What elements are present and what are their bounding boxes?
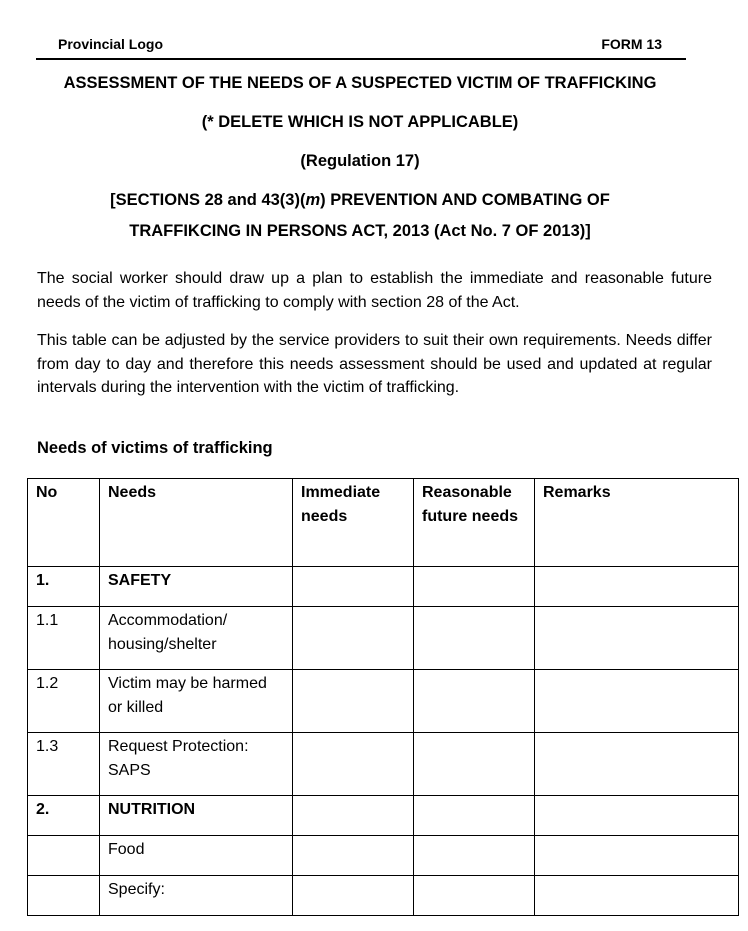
table-row — [28, 733, 739, 796]
header-immediate-needs: Immediate needs — [293, 479, 414, 567]
remarks-cell[interactable] — [535, 836, 739, 876]
immediate-needs-cell[interactable] — [293, 796, 414, 836]
sections-ref-line1 — [0, 191, 720, 210]
table-title: Needs of victims of trafficking — [37, 439, 273, 457]
table-row — [28, 836, 739, 876]
immediate-needs-cell[interactable] — [293, 836, 414, 876]
immediate-needs-cell[interactable] — [293, 876, 414, 916]
table-header-row — [28, 479, 739, 567]
page-header — [36, 36, 686, 60]
row-need: NUTRITION — [100, 796, 293, 836]
immediate-needs-cell[interactable] — [293, 607, 414, 670]
remarks-cell[interactable] — [535, 607, 739, 670]
row-number — [28, 876, 100, 916]
table-row — [28, 567, 739, 607]
reasonable-needs-cell[interactable] — [414, 567, 535, 607]
remarks-cell[interactable] — [535, 876, 739, 916]
remarks-cell[interactable] — [535, 567, 739, 607]
provincial-logo-label: Provincial Logo — [58, 36, 164, 52]
regulation-ref: (Regulation 17) — [300, 152, 420, 170]
row-need: Accommodation/ housing/shelter — [100, 607, 293, 670]
header-remarks: Remarks — [535, 479, 739, 567]
row-need: Request Protection: SAPS — [100, 733, 293, 796]
row-number: 1.3 — [28, 733, 100, 796]
reasonable-needs-cell[interactable] — [414, 670, 535, 733]
sections-ref-m: m — [305, 191, 321, 209]
remarks-cell[interactable] — [535, 796, 739, 836]
remarks-cell[interactable] — [535, 670, 739, 733]
document-title: ASSESSMENT OF THE NEEDS OF A SUSPECTED VICTIM OF TRAFFICKING — [63, 74, 657, 92]
intro-paragraph: The social worker should draw up a plan to establish the immediate and reasonable future needs of the victim of trafficking to comply with section 28 of the Act. — [37, 270, 712, 311]
immediate-needs-cell[interactable] — [293, 670, 414, 733]
reasonable-needs-cell[interactable] — [414, 607, 535, 670]
delete-note: (* DELETE WHICH IS NOT APPLICABLE) — [201, 113, 519, 131]
table-row — [28, 876, 739, 916]
row-number: 1.2 — [28, 670, 100, 733]
sections-ref-post: ) PREVENTION AND COMBATING OF — [320, 191, 610, 209]
reasonable-needs-cell[interactable] — [414, 796, 535, 836]
form-number: FORM 13 — [601, 36, 662, 52]
table-row — [28, 607, 739, 670]
header-reasonable-future-needs: Reasonable future needs — [414, 479, 535, 567]
sections-ref-line2: TRAFFIKCING IN PERSONS ACT, 2013 (Act No. 7 OF 2013)] — [129, 222, 591, 240]
row-number: 1.1 — [28, 607, 100, 670]
row-need: Victim may be harmed or killed — [100, 670, 293, 733]
adjustment-paragraph: This table can be adjusted by the service providers to suit their own requirements. Needs differ from day to day and therefore this needs assessment should be used and updated at regular intervals during the intervention with the victim of trafficking. — [37, 332, 712, 396]
immediate-needs-cell[interactable] — [293, 567, 414, 607]
row-number: 1. — [28, 567, 100, 607]
header-needs: Needs — [100, 479, 293, 567]
row-number — [28, 836, 100, 876]
table-row — [28, 796, 739, 836]
header-no: No — [28, 479, 100, 567]
row-need: SAFETY — [100, 567, 293, 607]
row-need: Food — [100, 836, 293, 876]
reasonable-needs-cell[interactable] — [414, 836, 535, 876]
sections-ref-pre: [SECTIONS 28 and 43(3)( — [110, 191, 306, 209]
row-number: 2. — [28, 796, 100, 836]
row-need: Specify: — [100, 876, 293, 916]
remarks-cell[interactable] — [535, 733, 739, 796]
immediate-needs-cell[interactable] — [293, 733, 414, 796]
table-row — [28, 670, 739, 733]
reasonable-needs-cell[interactable] — [414, 733, 535, 796]
needs-table — [27, 478, 739, 916]
reasonable-needs-cell[interactable] — [414, 876, 535, 916]
